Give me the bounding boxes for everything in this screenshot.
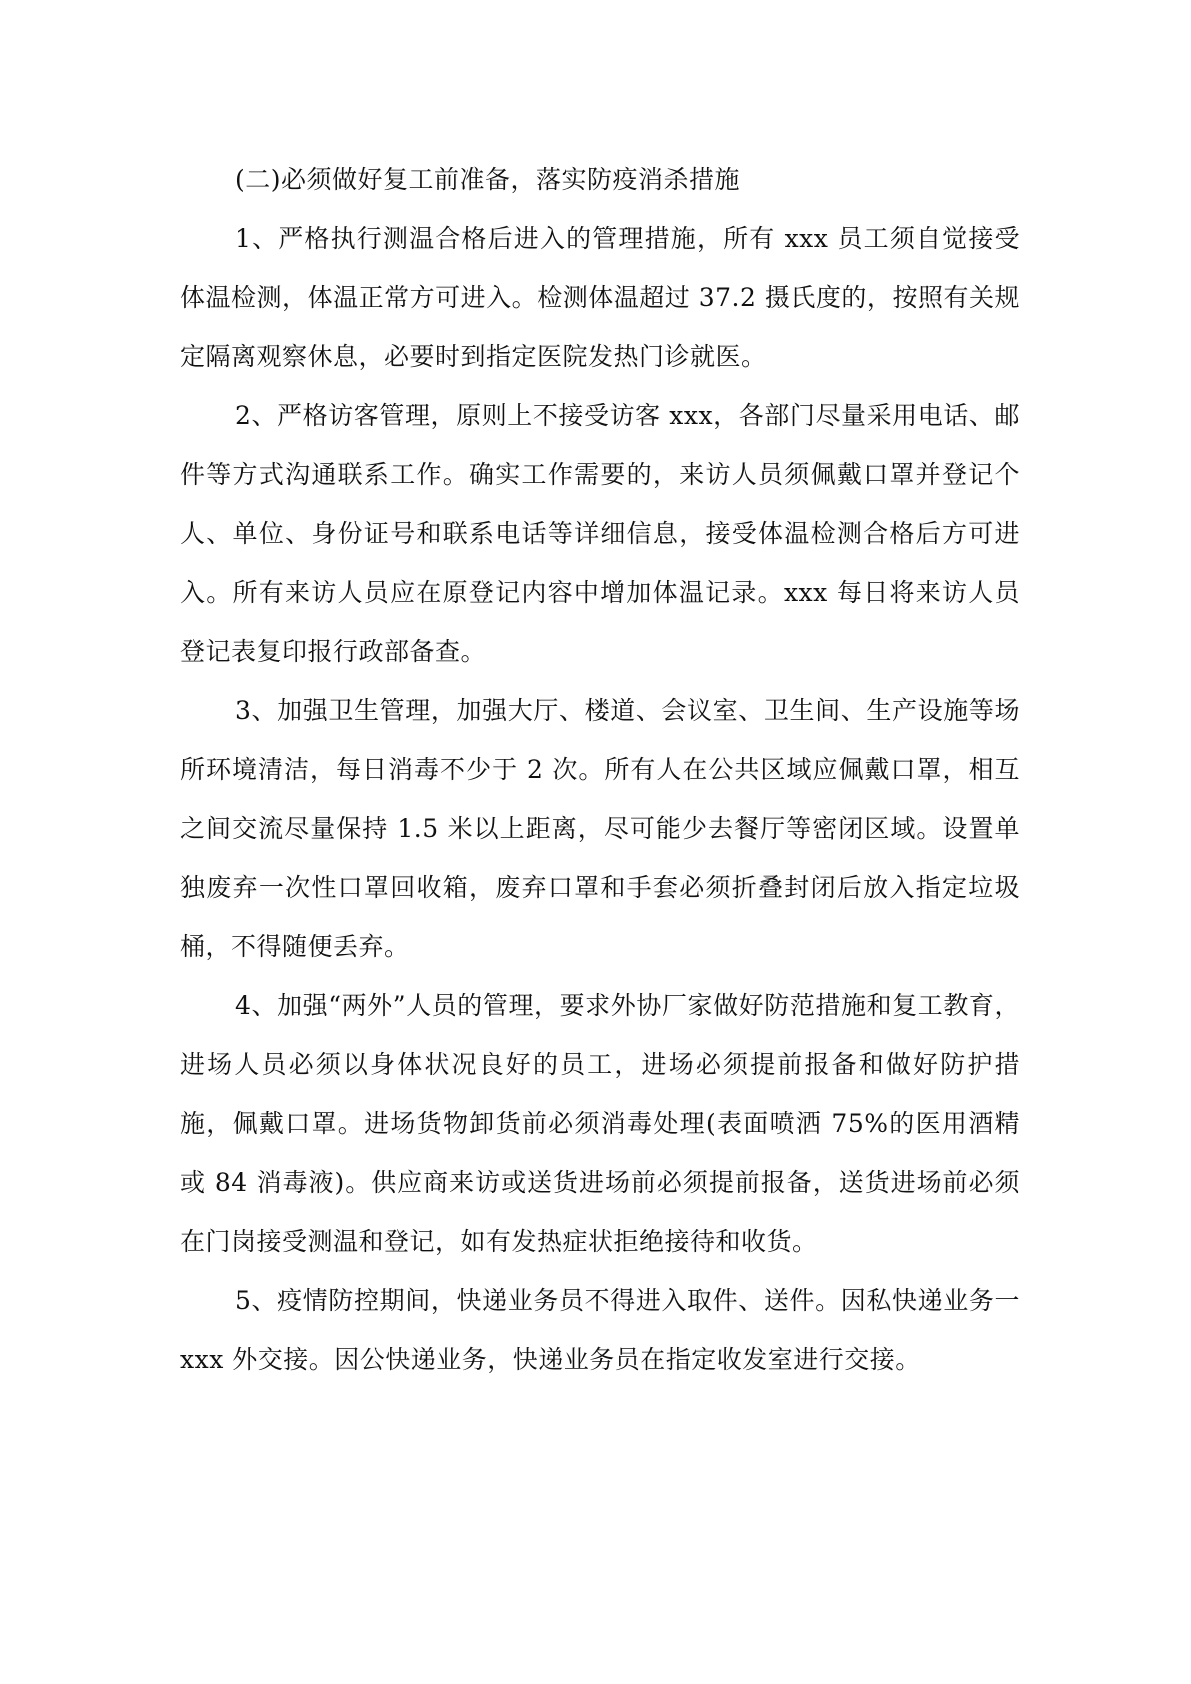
paragraph-item-2: 2、严格访客管理，原则上不接受访客 xxx，各部门尽量采用电话、邮件等方式沟通联系工作。确实工作需要的，来访人员须佩戴口罩并登记个人、单位、身份证号和联系电话等详细信息，接受体温检测合格后方可进入。所有来访人员应在原登记内容中增加体温记录。xxx 每日将来访人员登记表复印报行政部备查。 — [180, 401, 1020, 666]
paragraph-item-1: 1、严格执行测温合格后进入的管理措施，所有 xxx 员工须自觉接受体温检测，体温正常方可进入。检测体温超过 37.2 摄氏度的，按照有关规定隔离观察休息，必要时到指定医院发热门诊就医。 — [180, 224, 1020, 371]
paragraph-item-5: 5、疫情防控期间，快递业务员不得进入取件、送件。因私快递业务一 xxx 外交接。因公快递业务，快递业务员在指定收发室进行交接。 — [180, 1286, 1020, 1374]
paragraph-item-4: 4、加强“两外”人员的管理，要求外协厂家做好防范措施和复工教育，进场人员必须以身体状况良好的员工，进场必须提前报备和做好防护措施，佩戴口罩。进场货物卸货前必须消毒处理(表面喷洒 75%的医用酒精或 84 消毒液)。供应商来访或送货进场前必须提前报备，送货进场前必须在门岗接受测温和登记，如有发热症状拒绝接待和收货。 — [180, 991, 1020, 1256]
document-body — [180, 150, 1020, 1389]
paragraph-item-3: 3、加强卫生管理，加强大厅、楼道、会议室、卫生间、生产设施等场所环境清洁，每日消毒不少于 2 次。所有人在公共区域应佩戴口罩，相互之间交流尽量保持 1.5 米以上距离，尽可能少去餐厅等密闭区域。设置单独废弃一次性口罩回收箱，废弃口罩和手套必须折叠封闭后放入指定垃圾桶，不得随便丢弃。 — [180, 696, 1020, 961]
section-heading: (二)必须做好复工前准备，落实防疫消杀措施 — [235, 165, 741, 194]
